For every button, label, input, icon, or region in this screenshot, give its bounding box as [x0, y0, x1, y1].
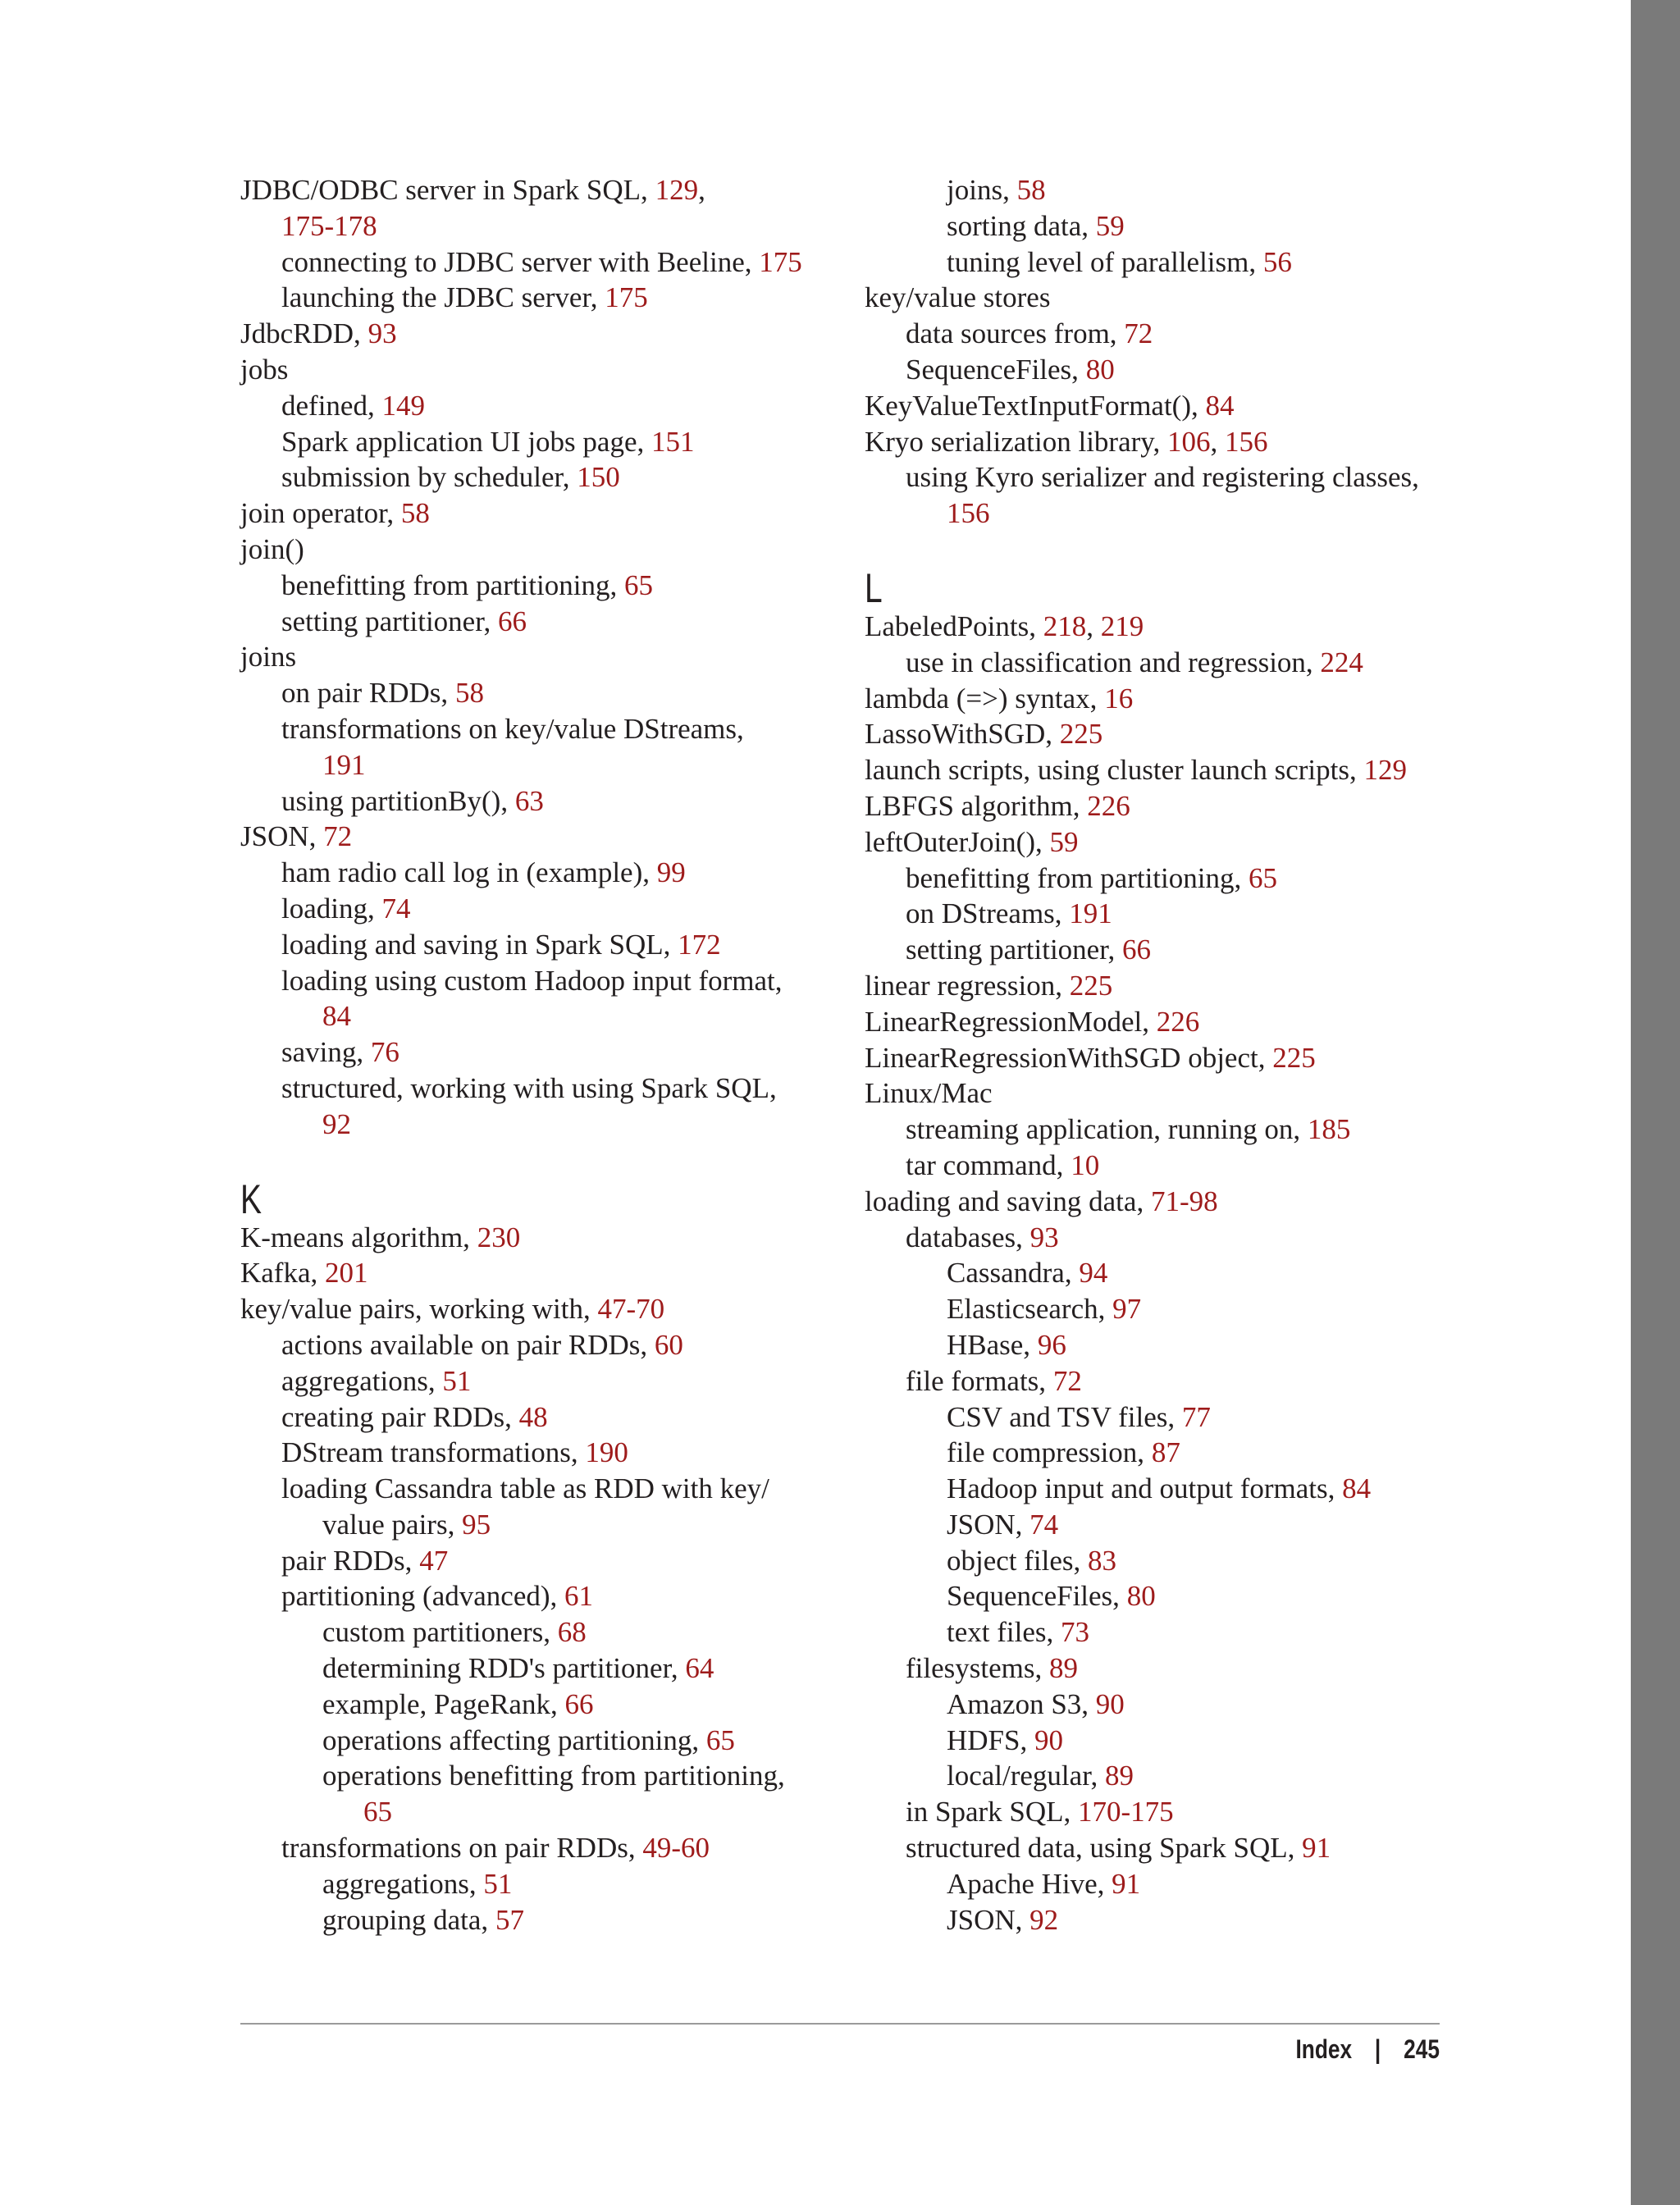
entry-term: text files,: [947, 1616, 1061, 1649]
page-reference-link[interactable]: 94: [1079, 1257, 1108, 1290]
entry-term: object files,: [947, 1544, 1089, 1577]
index-entry: [240, 927, 831, 963]
entry-term: file formats,: [906, 1364, 1053, 1397]
entry-term: Kafka,: [240, 1257, 326, 1290]
page-reference-link[interactable]: 92: [1029, 1903, 1059, 1936]
entry-term: example, PageRank,: [322, 1687, 565, 1720]
page-reference-link[interactable]: 230: [477, 1221, 521, 1253]
entry-term: pair RDDs,: [281, 1544, 420, 1577]
page-reference-link[interactable]: 51: [483, 1867, 513, 1900]
entry-term: actions available on pair RDDs,: [281, 1328, 655, 1361]
page-reference-link[interactable]: 65: [705, 1723, 735, 1756]
entry-term: connecting to JDBC server with Beeline,: [281, 245, 760, 278]
entry-term: data sources from,: [906, 317, 1125, 350]
entry-term: loading using custom Hadoop input format,: [281, 964, 783, 997]
entry-term: JSON,: [947, 1903, 1030, 1936]
page-reference-link[interactable]: 149: [381, 389, 425, 422]
index-column-right: [865, 172, 1455, 1938]
index-entry: [865, 208, 1455, 244]
entry-term: saving,: [281, 1036, 371, 1069]
entry-separator: ,: [698, 174, 705, 206]
page-reference-link[interactable]: 218: [1043, 609, 1087, 642]
entry-term: local/regular,: [947, 1760, 1105, 1792]
index-entry: [865, 1507, 1455, 1543]
entry-term: JSON,: [240, 820, 324, 853]
page-reference-link[interactable]: 71-98: [1150, 1185, 1218, 1217]
entry-term: Amazon S3,: [947, 1687, 1096, 1720]
entry-term: aggregations,: [322, 1867, 484, 1900]
page-reference-link[interactable]: 68: [557, 1616, 587, 1649]
entry-term: Hadoop input and output formats,: [947, 1472, 1343, 1505]
index-entry: [865, 681, 1455, 717]
page-reference-link[interactable]: 226: [1087, 789, 1130, 822]
index-entry: [865, 1578, 1455, 1614]
page-reference-link[interactable]: 49-60: [642, 1832, 710, 1865]
entry-term: SequenceFiles,: [947, 1580, 1127, 1613]
page-reference-link[interactable]: 57: [495, 1903, 524, 1936]
entry-term: launching the JDBC server,: [281, 281, 605, 314]
entry-term: using partitionBy(),: [281, 784, 515, 817]
index-entry: [240, 208, 831, 244]
page-reference-link[interactable]: 84: [1342, 1472, 1372, 1505]
index-entry: [865, 459, 1455, 495]
index-entry: [240, 1363, 831, 1399]
index-entry: [240, 459, 831, 495]
page-reference-link[interactable]: 191: [322, 748, 366, 781]
entry-term: key/value pairs, working with,: [240, 1293, 598, 1326]
page-reference-link[interactable]: 219: [1100, 609, 1144, 642]
page-reference-link[interactable]: 185: [1307, 1113, 1351, 1146]
page-reference-link[interactable]: 99: [656, 856, 686, 889]
page-reference-link[interactable]: 90: [1034, 1723, 1063, 1756]
entry-term: filesystems,: [906, 1652, 1049, 1685]
page-number: 245: [1404, 2034, 1440, 2064]
index-entry: [240, 568, 831, 604]
page-reference-link[interactable]: 191: [1069, 897, 1112, 930]
entry-term: loading and saving in Spark SQL,: [281, 928, 678, 961]
page-reference-link[interactable]: 93: [368, 317, 397, 350]
index-entry: [865, 1184, 1455, 1220]
index-entry: [865, 1112, 1455, 1148]
footer-rule: [240, 2023, 1440, 2025]
index-entry: [240, 639, 831, 675]
page-reference-link[interactable]: 80: [1126, 1580, 1156, 1613]
entry-term: launch scripts, using cluster launch scripts,: [865, 754, 1364, 787]
entry-term: structured, working with using Spark SQL,: [281, 1071, 777, 1104]
page-reference-link[interactable]: 225: [1069, 969, 1113, 1002]
entry-term: join(): [240, 532, 304, 565]
index-entry: [240, 172, 831, 208]
index-entry: [865, 1327, 1455, 1363]
index-entry: [240, 1399, 831, 1436]
page-reference-link[interactable]: 58: [454, 677, 484, 710]
page-reference-link[interactable]: 156: [947, 497, 990, 530]
page-reference-link[interactable]: 73: [1061, 1616, 1089, 1649]
entry-term: LabeledPoints,: [865, 609, 1043, 642]
page-reference-link[interactable]: 97: [1112, 1293, 1142, 1326]
entry-term: custom partitioners,: [322, 1616, 558, 1649]
index-entry: [240, 244, 831, 281]
entry-term: loading,: [281, 892, 382, 924]
entry-term: grouping data,: [322, 1903, 495, 1936]
index-entry: [240, 1758, 831, 1794]
page-reference-link[interactable]: 175-178: [281, 209, 377, 242]
page-reference-link[interactable]: 66: [564, 1687, 594, 1720]
page-reference-link[interactable]: 150: [577, 461, 620, 494]
index-entry: [240, 1435, 831, 1471]
entry-term: defined,: [281, 389, 382, 422]
entry-term: Spark application UI jobs page,: [281, 425, 652, 458]
index-entry: [865, 1758, 1455, 1794]
index-entry: [240, 855, 831, 891]
index-entry: [865, 1220, 1455, 1256]
entry-term: DStream transformations,: [281, 1436, 586, 1469]
index-entry: [240, 1794, 831, 1830]
index-entry: [865, 861, 1455, 897]
index-entry: [865, 424, 1455, 460]
index-entry: [865, 495, 1455, 532]
entry-term: joins,: [947, 174, 1017, 206]
entry-term: joins: [240, 641, 297, 673]
index-entry: [865, 752, 1455, 788]
entry-term: determining RDD's partitioner,: [322, 1652, 686, 1685]
entry-term: partitioning (advanced),: [281, 1580, 565, 1613]
page-reference-link[interactable]: 72: [323, 820, 353, 853]
entry-term: Linux/Mac: [865, 1077, 993, 1110]
entry-term: transformations on key/value DStreams,: [281, 712, 744, 745]
entry-term: tar command,: [906, 1148, 1071, 1181]
index-entry: [240, 1507, 831, 1543]
index-entry: [240, 1543, 831, 1579]
index-entry: [865, 645, 1455, 681]
entry-term: JdbcRDD,: [240, 317, 368, 350]
page-edge-bar: [1631, 0, 1680, 2205]
page-reference-link[interactable]: 61: [564, 1580, 594, 1613]
entry-term: LassoWithSGD,: [865, 718, 1060, 751]
index-entry: [240, 1107, 831, 1143]
footer-section-label: Index: [1295, 2034, 1353, 2064]
entry-term: KeyValueTextInputFormat(),: [865, 389, 1206, 422]
page-reference-link[interactable]: 58: [400, 497, 430, 530]
page-reference-link[interactable]: 89: [1048, 1652, 1078, 1685]
entry-term: ham radio call log in (example),: [281, 856, 657, 889]
entry-term: databases,: [906, 1221, 1030, 1253]
entry-term: structured data, using Spark SQL,: [906, 1832, 1303, 1865]
entry-term: JSON,: [947, 1508, 1030, 1541]
page-reference-link[interactable]: 93: [1029, 1221, 1059, 1253]
index-entry: [240, 280, 831, 316]
page-reference-link[interactable]: 151: [651, 425, 695, 458]
page-reference-link[interactable]: 74: [1029, 1508, 1059, 1541]
page-reference-link[interactable]: 225: [1059, 718, 1103, 751]
index-entry: [865, 716, 1455, 752]
index-entry: [865, 1687, 1455, 1723]
page-reference-link[interactable]: 129: [655, 174, 699, 206]
entry-term: sorting data,: [947, 209, 1096, 242]
index-column-left: [240, 172, 831, 1938]
index-entry: [240, 1071, 831, 1107]
index-entry: [865, 1075, 1455, 1112]
entry-term: submission by scheduler,: [281, 461, 578, 494]
index-entry: [865, 1866, 1455, 1902]
entry-term: aggregations,: [281, 1364, 443, 1397]
entry-term: LinearRegressionModel,: [865, 1005, 1157, 1038]
entry-term: Kryo serialization library,: [865, 425, 1167, 458]
page-reference-link[interactable]: 56: [1262, 245, 1292, 278]
page-reference-link[interactable]: 65: [1248, 861, 1277, 894]
index-entry: [240, 1830, 831, 1866]
page-reference-link[interactable]: 63: [514, 784, 544, 817]
index-entry: [865, 1471, 1455, 1507]
index-entry: [240, 316, 831, 352]
section-letter-heading: L: [865, 564, 883, 611]
page-reference-link[interactable]: 64: [685, 1652, 714, 1685]
entry-term: creating pair RDDs,: [281, 1400, 519, 1433]
index-entry: [240, 1866, 831, 1902]
index-entry: [865, 1399, 1455, 1436]
entry-term: loading and saving data,: [865, 1185, 1151, 1217]
page-reference-link[interactable]: 72: [1052, 1364, 1082, 1397]
page-reference-link[interactable]: 190: [585, 1436, 628, 1469]
index-entry: [240, 891, 831, 927]
page-reference-link[interactable]: 72: [1124, 317, 1153, 350]
index-entry: [240, 1327, 831, 1363]
page-reference-link[interactable]: 156: [1225, 425, 1268, 458]
index-entry: [865, 1363, 1455, 1399]
page-reference-link[interactable]: 225: [1272, 1041, 1316, 1074]
entry-term: key/value stores: [865, 281, 1051, 314]
page-reference-link[interactable]: 90: [1095, 1687, 1125, 1720]
entry-term: streaming application, running on,: [906, 1113, 1308, 1146]
entry-term: benefitting from partitioning,: [906, 861, 1249, 894]
entry-term: Apache Hive,: [947, 1867, 1112, 1900]
index-entry: [865, 1040, 1455, 1076]
page-reference-link[interactable]: 77: [1181, 1400, 1211, 1433]
entry-term: on DStreams,: [906, 897, 1070, 930]
index-entry: [865, 968, 1455, 1004]
page-reference-link[interactable]: 66: [1121, 934, 1151, 966]
index-entry: [240, 388, 831, 424]
page-reference-link[interactable]: 16: [1104, 682, 1134, 714]
page-reference-link[interactable]: 91: [1112, 1867, 1141, 1900]
page-reference-link[interactable]: 89: [1104, 1760, 1134, 1792]
entry-term: leftOuterJoin(),: [865, 825, 1050, 858]
index-entry: [865, 896, 1455, 932]
index-entry: [240, 963, 831, 999]
entry-term: setting partitioner,: [906, 934, 1122, 966]
page-reference-link[interactable]: 48: [518, 1400, 548, 1433]
entry-term: loading Cassandra table as RDD with key/: [281, 1472, 769, 1505]
index-entry: [240, 1034, 831, 1071]
page-reference-link[interactable]: 91: [1302, 1832, 1331, 1865]
footer-separator: |: [1374, 2034, 1381, 2064]
entry-term: K-means algorithm,: [240, 1221, 477, 1253]
entry-separator: ,: [1210, 425, 1225, 458]
page-reference-link[interactable]: 66: [497, 605, 527, 637]
index-entry: [240, 1723, 831, 1759]
index-entry: [240, 675, 831, 711]
page-reference-link[interactable]: 59: [1095, 209, 1125, 242]
index-entry: [865, 352, 1455, 388]
index-entry: [865, 1902, 1455, 1938]
page-reference-link[interactable]: 74: [381, 892, 411, 924]
page-reference-link[interactable]: 65: [623, 568, 653, 601]
index-entry: [865, 1004, 1455, 1040]
page-reference-link[interactable]: 47: [419, 1544, 449, 1577]
index-entry: [865, 1830, 1455, 1866]
entry-term: SequenceFiles,: [906, 353, 1086, 386]
index-entry: [865, 1614, 1455, 1650]
index-entry: [865, 932, 1455, 968]
page-reference-link[interactable]: 51: [442, 1364, 472, 1397]
index-entry: [240, 495, 831, 532]
index-entry: [865, 1543, 1455, 1579]
entry-term: linear regression,: [865, 969, 1070, 1002]
entry-term: using Kyro serializer and registering classes,: [906, 461, 1419, 494]
index-entry: [240, 1687, 831, 1723]
index-entry: [240, 1291, 831, 1327]
page-reference-link[interactable]: 84: [322, 1000, 351, 1033]
index-entry: [240, 532, 831, 568]
index-entry: [865, 244, 1455, 281]
page-footer: [1296, 2034, 1440, 2065]
page-reference-link[interactable]: 224: [1320, 646, 1363, 678]
index-entry: [865, 1291, 1455, 1327]
index-entry: [865, 1650, 1455, 1687]
index-entry: [865, 824, 1455, 861]
page-reference-link[interactable]: 87: [1151, 1436, 1180, 1469]
entry-term: file compression,: [947, 1436, 1152, 1469]
page-reference-link[interactable]: 92: [322, 1107, 351, 1140]
entry-term: setting partitioner,: [281, 605, 498, 637]
page-reference-link[interactable]: 58: [1016, 174, 1046, 206]
entry-term: Cassandra,: [947, 1257, 1080, 1290]
page-reference-link[interactable]: 59: [1049, 825, 1079, 858]
index-entry: [865, 1794, 1455, 1830]
index-entry: [865, 1255, 1455, 1291]
index-entry: [240, 1471, 831, 1507]
entry-term: LBFGS algorithm,: [865, 789, 1088, 822]
index-entry: [865, 1148, 1455, 1184]
entry-term: tuning level of parallelism,: [947, 245, 1263, 278]
index-entry: [865, 1435, 1455, 1471]
entry-term: use in classification and regression,: [906, 646, 1321, 678]
page-reference-link[interactable]: 60: [654, 1328, 683, 1361]
page-reference-link[interactable]: 10: [1071, 1148, 1100, 1181]
index-entry: [865, 172, 1455, 208]
index-entry: [240, 1255, 831, 1291]
index-entry: [240, 819, 831, 855]
page-reference-link[interactable]: 76: [370, 1036, 399, 1069]
entry-term: operations affecting partitioning,: [322, 1723, 706, 1756]
page-reference-link[interactable]: 201: [325, 1257, 368, 1290]
page-reference-link[interactable]: 84: [1205, 389, 1235, 422]
index-entry: [865, 609, 1455, 645]
page-reference-link[interactable]: 170-175: [1078, 1796, 1174, 1828]
entry-term: join operator,: [240, 497, 401, 530]
entry-term: benefitting from partitioning,: [281, 568, 624, 601]
page-reference-link[interactable]: 96: [1037, 1328, 1066, 1361]
index-entry: [240, 1578, 831, 1614]
index-entry: [865, 316, 1455, 352]
page-reference-link[interactable]: 95: [462, 1508, 491, 1541]
section-letter-heading: K: [240, 1176, 262, 1222]
page-reference-link[interactable]: 80: [1085, 353, 1115, 386]
entry-term: JDBC/ODBC server in Spark SQL,: [240, 174, 655, 206]
page-reference-link[interactable]: 47-70: [597, 1293, 665, 1326]
index-entry: [865, 1723, 1455, 1759]
index-entry: [240, 604, 831, 640]
page-reference-link[interactable]: 106: [1167, 425, 1211, 458]
page-reference-link[interactable]: 226: [1156, 1005, 1200, 1038]
index-entry: [240, 1614, 831, 1650]
entry-term: operations benefitting from partitioning,: [322, 1760, 785, 1792]
page-reference-link[interactable]: 175: [605, 281, 648, 314]
index-entry: [865, 788, 1455, 824]
index-entry: [240, 424, 831, 460]
page-reference-link[interactable]: 175: [759, 245, 802, 278]
entry-term: LinearRegressionWithSGD object,: [865, 1041, 1273, 1074]
index-entry: [240, 1220, 831, 1256]
index-entry: [240, 747, 831, 783]
entry-term: on pair RDDs,: [281, 677, 455, 710]
index-entry: [240, 783, 831, 819]
entry-term: Elasticsearch,: [947, 1293, 1113, 1326]
entry-term: HDFS,: [947, 1723, 1034, 1756]
index-entry: [865, 388, 1455, 424]
entry-term: value pairs,: [322, 1508, 463, 1541]
index-entry: [240, 1650, 831, 1687]
entry-separator: ,: [1086, 609, 1101, 642]
entry-term: transformations on pair RDDs,: [281, 1832, 643, 1865]
index-entry: [865, 280, 1455, 316]
entry-term: jobs: [240, 353, 289, 386]
page-reference-link[interactable]: 65: [363, 1796, 392, 1828]
page-reference-link[interactable]: 83: [1088, 1544, 1117, 1577]
page-reference-link[interactable]: 129: [1363, 754, 1407, 787]
entry-term: HBase,: [947, 1328, 1038, 1361]
page-reference-link[interactable]: 172: [678, 928, 721, 961]
entry-term: in Spark SQL,: [906, 1796, 1078, 1828]
index-entry: [240, 352, 831, 388]
entry-term: lambda (=>) syntax,: [865, 682, 1105, 714]
index-entry: [240, 711, 831, 747]
entry-term: CSV and TSV files,: [947, 1400, 1182, 1433]
index-entry: [240, 1902, 831, 1938]
index-entry: [240, 998, 831, 1034]
